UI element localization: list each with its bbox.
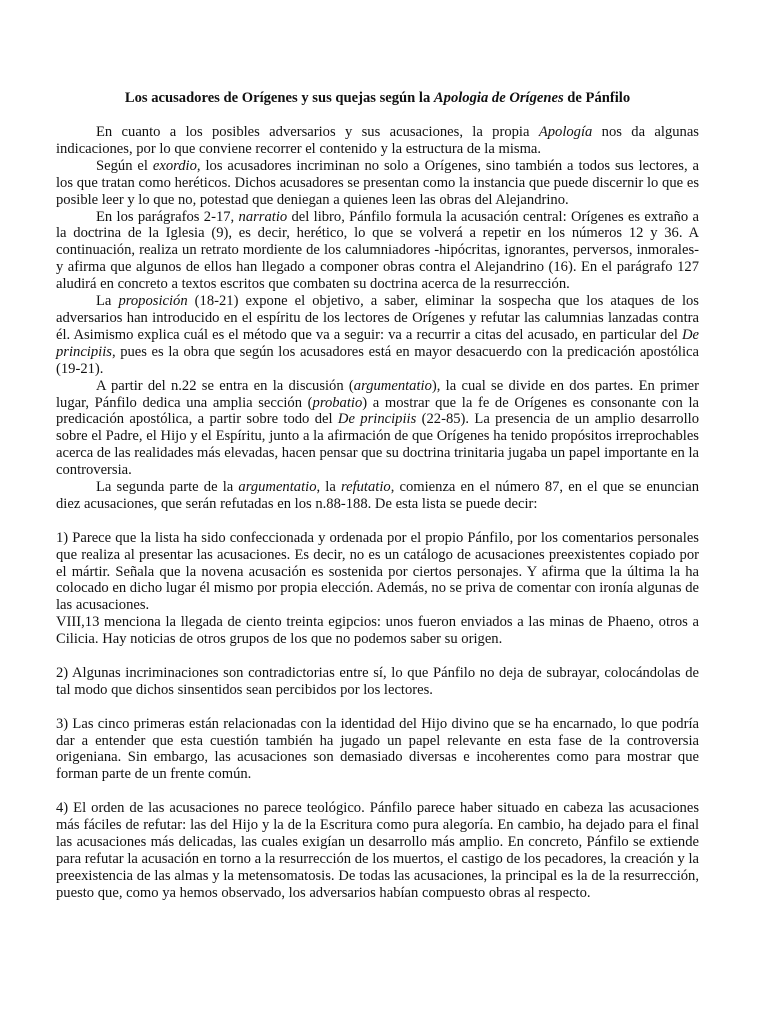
- paragraph-intro-4: [56, 293, 699, 378]
- point-1-paragraph: 1) Parece que la lista ha sido confeccionada y ordenada por el propio Pánfilo, por los comentarios personales que realiza al presentar las acusaciones. Es decir, no es un catálogo de acusaciones preexistentes copiado por el mártir. Señala que la novena acusación es sostenida por ciertos personajes. Y afirma que la última la ha colocado en dicho lugar él mismo por propia elección. Además, no se priva de comentar con ironía algunas de las acusaciones.: [56, 529, 699, 614]
- intro-6-text-c: , comienza en el número 87, en el que se enuncian diez acusaciones, que serán refutadas en los n.88-188. De esta lista se puede decir:: [56, 479, 699, 512]
- intro-6-text-b: , la: [316, 479, 341, 496]
- intro-3-text-a: En los parágrafos 2-17,: [96, 208, 239, 225]
- intro-3-italic-narratio: narratio: [238, 208, 288, 225]
- intro-section: [56, 124, 699, 513]
- point-4-paragraph: 4) El orden de las acusaciones no parece teológico. Pánfilo parece haber situado en cabeza las acusaciones más fáciles de refutar: las del Hijo y la de la Escritura como pura alegoría. En cambio, ha dejado para el final las acusaciones más delicadas, las cuales exigían un desarrollo más amplio. En concreto, Pánfilo se extiende para refutar la acusación en torno a la resurrección de los muertos, el castigo de los pecadores, la creación y la preexistencia de las almas y la metensomatosis. De todas las acusaciones, la principal es la de la resurrección, puesto que, como ya hemos observado, los adversarios habían compuesto obras al respecto.: [56, 800, 699, 901]
- document-page: [56, 90, 699, 902]
- intro-4-text-b: (18-21) expone el objetivo, a saber, eliminar la sospecha que los ataques de los adversarios han introducido en el espíritu de los lectores de Orígenes y refutar las calumnias lanzadas contra él. Asimismo explica cuál es el método que va a seguir: va a recurrir a citas del acusado, en particular del: [56, 293, 699, 343]
- point-3-paragraph: 3) Las cinco primeras están relacionadas con la identidad del Hijo divino que se ha encarnado, lo que podría dar a entender que esta cuestión también ha jugado un papel relevante en esta fase de la controversia origeniana. Sin embargo, las acusaciones son demasiado diversas e incoherentes como para mostrar que forman parte de un frente común.: [56, 715, 699, 783]
- paragraph-intro-6: [56, 479, 699, 513]
- intro-1-text-a: En cuanto a los posibles adversarios y sus acusaciones, la propia: [96, 124, 539, 140]
- intro-5-text-a: A partir del n.22 se entra en la discusión (: [96, 377, 354, 394]
- intro-1-italic-apologia: Apología: [538, 124, 593, 140]
- intro-5-text-b: ), la cual se divide en dos partes. En primer lugar, Pánfilo dedica una amplia sección (: [56, 377, 699, 411]
- points-section: [56, 530, 699, 902]
- document-title: [56, 90, 699, 107]
- intro-2-text-b: , los acusadores incriminan no solo a Orígenes, sino también a todos sus lectores, a los que tratan como heréticos. Dichos acusadores se presentan como la instancia que puede discernir lo que es posible leer y lo que no, potestad que deniegan a quienes leen las obras del Alejandrino.: [56, 157, 699, 208]
- intro-4-text-a: La: [96, 293, 119, 310]
- point-2-paragraph: 2) Algunas incriminaciones son contradictorias entre sí, lo que Pánfilo no deja de subrayar, colocándolas de tal modo que dichos sinsentidos sean percibidos por los lectores.: [56, 664, 699, 698]
- paragraph-intro-5: [56, 378, 699, 479]
- intro-1-text-b: nos da algunas indicaciones, por lo que conviene recorrer el contenido y la estructura de la misma.: [56, 124, 699, 157]
- intro-5-text-c: ) a mostrar que la fe de Orígenes es consonante con la predicación apostólica, a partir sobre todo del: [56, 394, 699, 428]
- intro-5-text-d: (22-85). La presencia de un amplio desarrollo sobre el Padre, el Hijo y el Espíritu, junto a la afirmación de que Orígenes ha tenido propósitos irreprochables acerca de las realidades más elevadas, hacen pensar que su doctrina trinitaria jugaba un papel importante en la controversia.: [56, 411, 699, 479]
- intro-6-text-a: La segunda parte de la: [96, 479, 239, 496]
- point-1-note-paragraph: VIII,13 menciona la llegada de ciento treinta egipcios: unos fueron enviados a las minas de Phaeno, otros a Cilicia. Hay noticias de otros grupos de los que no podemos saber su origen.: [56, 614, 699, 648]
- intro-4-text-c: , pues es la obra que según los acusadores está en mayor desacuerdo con la predicación apostólica (19-21).: [56, 343, 699, 377]
- intro-4-italic-proposicion: proposición: [118, 293, 188, 310]
- intro-6-italic-refutatio: refutatio: [340, 479, 391, 496]
- intro-5-italic-argumentatio: argumentatio: [353, 377, 432, 394]
- paragraph-intro-1: [56, 124, 699, 158]
- title-text-post: de Pánfilo: [563, 90, 631, 106]
- title-text-pre: Los acusadores de Orígenes y sus quejas según la: [124, 90, 434, 106]
- title-text-italic: Apologia de Orígenes: [433, 90, 564, 106]
- intro-6-italic-argumentatio: argumentatio: [238, 479, 317, 496]
- intro-5-italic-de-principiis: De principiis: [337, 411, 417, 428]
- intro-2-text-a: Según el: [96, 157, 153, 174]
- intro-5-italic-probatio: probatio: [312, 394, 363, 411]
- intro-3-text-b: del libro, Pánfilo formula la acusación central: Orígenes es extraño a la doctrina de la Iglesia (9), es decir, herético, lo que se volverá a repetir en los números 12 y 36. A continuación, realiza un retrato mordiente de los calumniadores -hipócritas, ignorantes, perversos, inmorales- y afirma que algunos de ellos han llegado a componer obras contra el Alejandrino (16). En el parágrafo 127 aludirá en concreto a textos escritos que combaten su doctrina acerca de la resurrección.: [56, 208, 699, 293]
- intro-4-italic-de-principiis: De principiis: [56, 326, 699, 360]
- intro-2-italic-exordio: exordio: [152, 157, 197, 174]
- paragraph-intro-3: [56, 209, 699, 294]
- paragraph-intro-2: [56, 158, 699, 209]
